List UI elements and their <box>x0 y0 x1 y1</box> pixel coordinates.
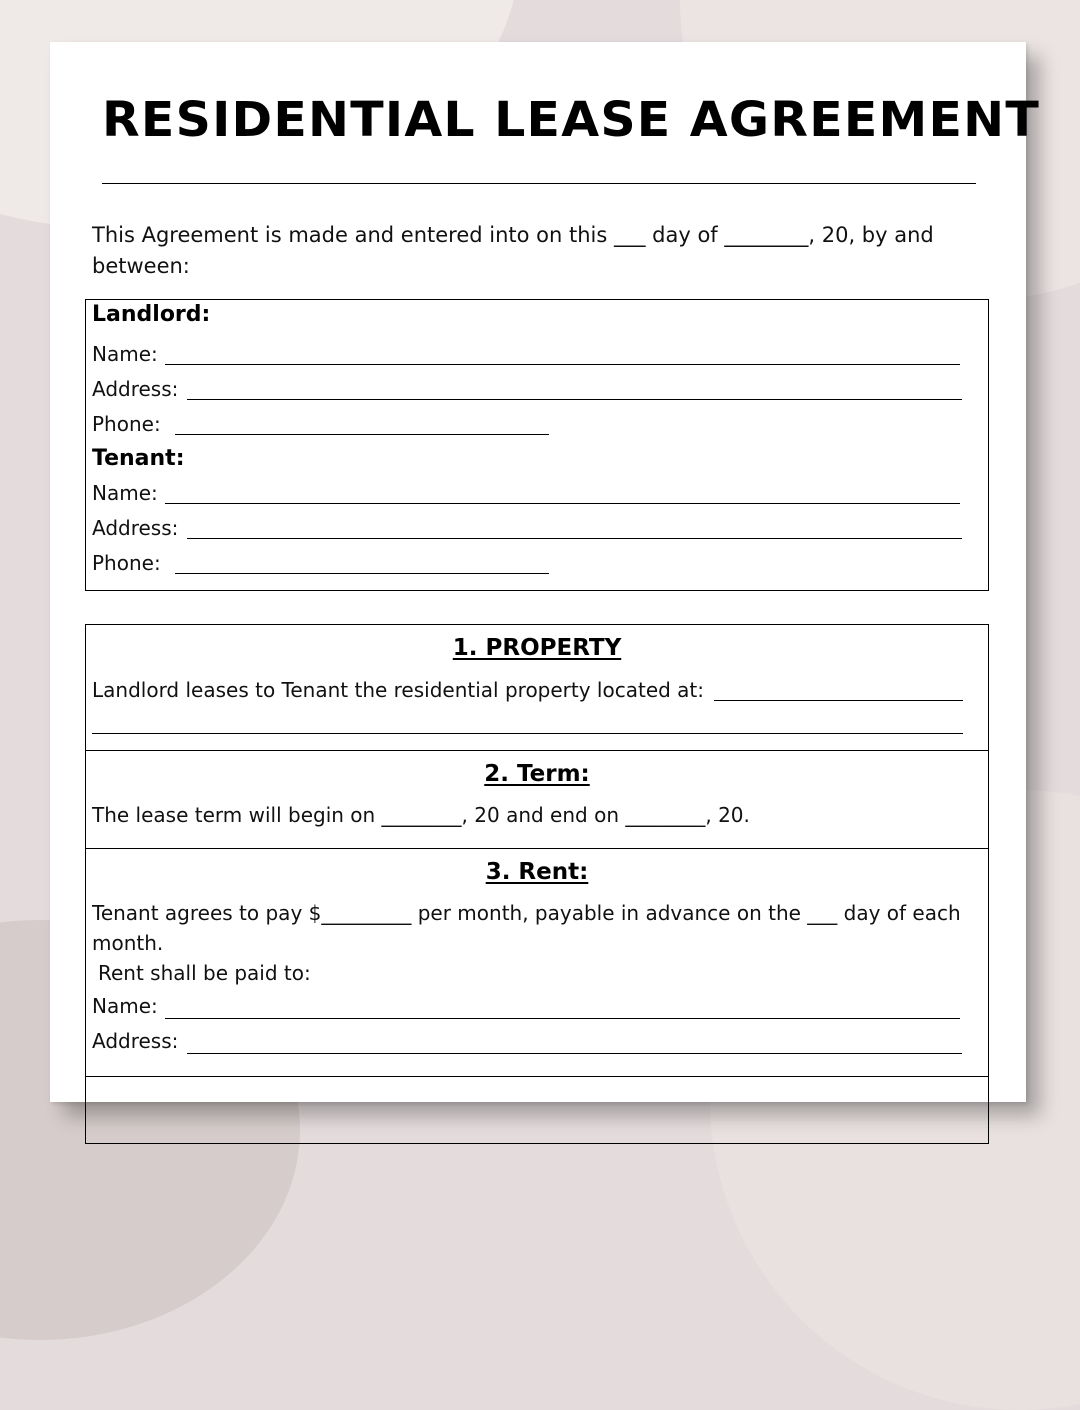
term-heading: 2. Term: <box>484 761 590 787</box>
tenant-address-field[interactable] <box>187 538 962 539</box>
parties-box <box>85 299 989 591</box>
landlord-phone-label: Phone: <box>92 412 161 436</box>
document-title: RESIDENTIAL LEASE AGREEMENT <box>102 92 1040 148</box>
property-heading: 1. PROPERTY <box>452 635 622 661</box>
tenant-name-label: Name: <box>92 481 158 505</box>
rent-paid-to-label: Rent shall be paid to: <box>98 961 311 985</box>
property-address-field-line2[interactable] <box>92 733 963 734</box>
landlord-address-field[interactable] <box>187 399 962 400</box>
landlord-name-label: Name: <box>92 342 158 366</box>
tenant-heading: Tenant: <box>92 446 185 471</box>
term-text: The lease term will begin on ________, 20 and end on ________, 20. <box>92 803 750 827</box>
rent-text-line1: Tenant agrees to pay $_________ per month, payable in advance on the ___ day of each <box>92 901 961 925</box>
landlord-heading: Landlord: <box>92 302 211 327</box>
section-divider <box>86 1076 988 1077</box>
intro-line: This Agreement is made and entered into on this ___ day of ________, 20, by and <box>92 223 934 247</box>
intro-line: between: <box>92 254 190 278</box>
intro-paragraph <box>92 220 972 282</box>
title-divider <box>102 183 976 184</box>
section-divider <box>86 848 988 849</box>
tenant-address-label: Address: <box>92 516 179 540</box>
rent-payee-name-label: Name: <box>92 994 158 1018</box>
sections-box <box>85 624 989 1144</box>
rent-heading: 3. Rent: <box>485 859 589 885</box>
property-address-field[interactable] <box>714 700 963 701</box>
landlord-phone-field[interactable] <box>175 434 549 435</box>
landlord-name-field[interactable] <box>165 364 960 365</box>
rent-payee-address-field[interactable] <box>187 1053 962 1054</box>
rent-payee-name-field[interactable] <box>165 1018 960 1019</box>
landlord-address-label: Address: <box>92 377 179 401</box>
section-divider <box>86 750 988 751</box>
property-text: Landlord leases to Tenant the residential property located at: <box>92 678 705 702</box>
tenant-phone-field[interactable] <box>175 573 549 574</box>
document-page <box>50 42 1040 1102</box>
tenant-name-field[interactable] <box>165 503 960 504</box>
tenant-phone-label: Phone: <box>92 551 161 575</box>
rent-payee-address-label: Address: <box>92 1029 179 1053</box>
rent-text-line2: month. <box>92 931 164 955</box>
